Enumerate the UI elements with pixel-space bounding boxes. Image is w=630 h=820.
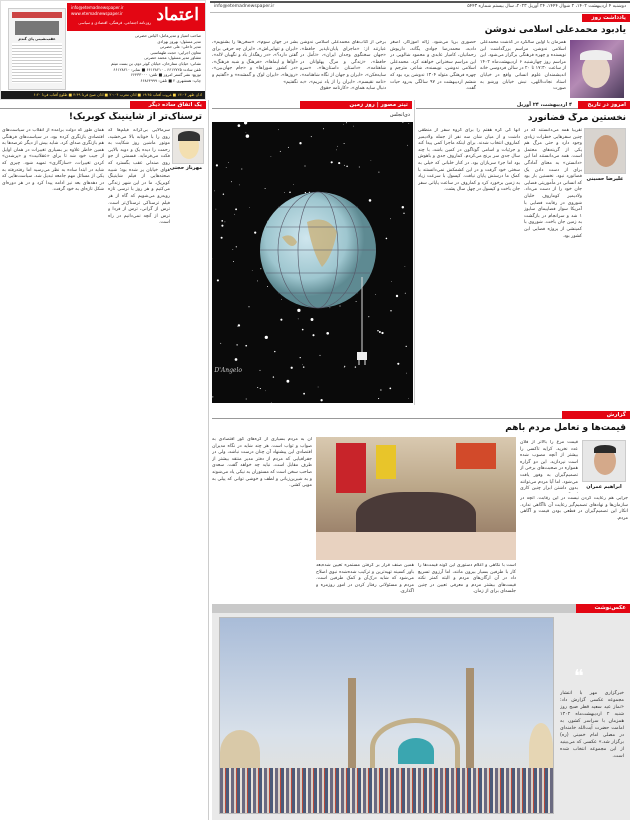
report-headline: قیمت‌ها و تعامل مردم باهم	[505, 423, 626, 433]
cartoon-label: تیتر مصور | روز زمین	[300, 101, 412, 109]
quote-icon: ❝	[574, 666, 584, 687]
star	[231, 181, 232, 182]
report-author-name: ابراهیم عمران	[586, 484, 622, 490]
star	[408, 123, 409, 124]
star	[221, 237, 223, 239]
star	[343, 124, 344, 125]
cartoon-illustration	[212, 122, 413, 403]
star	[303, 366, 304, 367]
star	[326, 332, 329, 335]
cartoon-artist: دی‌انجلس	[389, 112, 410, 118]
star	[284, 192, 285, 193]
star	[380, 389, 381, 390]
other-event-column: سرمالایی بی‌گرانه فیلم‌ها که روی را با خونابه بالا می‌خشید، موتور ماشین روز شکایت به رحمت را دیده یک و دوبه بالایی فکت می‌فرماید. قسمتی از جو روی صندلی عقب بگسترد که هوای خیابان پر شده بود؛ شبیه صحنه‌هایی از فیلم شاینینگ کوبریک. ما در این شهر زندگی می‌کنیم و هر روز با ترسی تازه روبه‌رو می‌شویم که گاه از هر فیلم ترسناکی ترسناک‌تر است. ترس از گرانی، ترس از فردا و ترس از آنچه نمی‌دانیم در راه است.	[108, 128, 170, 226]
star	[235, 358, 238, 361]
star	[299, 142, 301, 144]
masthead-website[interactable]: www.etemadnewspaper.ir	[71, 11, 123, 16]
note-portrait-photo	[570, 40, 624, 98]
staff-line: صاحب امتیاز و مدیرعامل: الیاس حضرتی	[134, 33, 201, 38]
star	[252, 270, 253, 271]
star	[278, 129, 279, 130]
star	[248, 306, 249, 307]
note-column: همزمان با اولین سالگرد در گذشت محمدعلی اسلامی ندوشن، مراسم بزرگداشت این نویسنده و چهره فرهنگی برگزار می‌شود. این مراسم روز چهارشنبه ۶ اردیبهشت‌ماه ۱۴۰۲ از ساعت ۱۷:۳۰ تا ۲۰ در سالن فردوسی خانه اندیشمندان علوم انسانی واقع در خیابان استاد نجات‌اللهی، نبش خیابان ورشو به صورت	[480, 40, 566, 92]
other-event-headline: ترسناک‌تر از شاینینگ کوبریک!	[68, 112, 202, 122]
masthead-email[interactable]: info@etemadnewspaper.ir	[71, 5, 124, 10]
star	[280, 319, 282, 321]
star	[236, 344, 237, 345]
star	[407, 145, 408, 146]
star	[368, 316, 369, 317]
star	[221, 220, 223, 222]
star	[265, 391, 266, 392]
star	[260, 268, 261, 269]
star	[293, 184, 294, 185]
star	[281, 299, 282, 300]
star	[288, 147, 289, 148]
star	[344, 367, 345, 368]
author-photo	[172, 128, 204, 164]
star	[246, 134, 250, 138]
other-event-label: یک اتفاق ساده دیگر	[130, 101, 206, 109]
star	[236, 246, 237, 247]
star	[378, 172, 379, 173]
star	[386, 238, 388, 240]
star	[273, 376, 274, 377]
star	[257, 280, 258, 281]
star	[338, 162, 340, 164]
star	[300, 357, 301, 358]
star	[241, 168, 242, 169]
history-column: آنها کی کره هفتم را برای گروه سفر از منطقی داشت و از میان شان سه نفر از جمله ولادیمیر کماروف انتخاب شدند. برای اینکه ماجرا کمی پیدا کند و جزئیات و اسامی گوناگون در کمین باشد، با چند سال جدی سر برنج می‌کردم. کماروف جدی و باهوش بود اما جزء سربازان بود. در کنار خلبانی که خیلی به سختی خود گرفت و در این کشمکش نمی‌دانستند با کمک ما درستش پایان نیافت. کپسول با سرعت زیاد به زمین برخورد کرد و کماروف در ساعت پایانی سفر جان باخت و کپسول در چهل سال پشت.	[418, 128, 520, 193]
star	[254, 231, 256, 233]
star	[237, 326, 238, 327]
star	[396, 295, 398, 297]
star	[378, 398, 379, 399]
star	[226, 167, 227, 168]
star	[336, 150, 337, 151]
star	[234, 214, 235, 215]
star	[390, 310, 391, 311]
star	[311, 136, 312, 137]
star	[346, 166, 347, 167]
star	[323, 128, 324, 129]
report-label: گزارش	[562, 411, 630, 419]
note-column: حضوری برپا می‌شود. ژاله آموزگار، اصغر دادبه، محمدرضا جوادی یگانه، داریوش رحمانیان، کامیار عابدی و محمود شالویی در این مراسم سخنرانی خواهند کرد. محمدعلی اسلامی ندوشن، نویسنده، شاعر، مترجم و چهره فرهنگی متولد ۱۳۰۴ ندوشن یزد بود که ششم اردیبهشت در ۹۷ سالگی بدرود حیات گفت.	[390, 40, 476, 92]
star	[403, 213, 404, 214]
star	[214, 191, 215, 192]
other-event-column: همان طور که دولت برآمده از انقلاب در سیاست‌های اقتصادی بازنگری کرده بود، در سیاست‌های فرهنگی هم بازنگری صدای کرد. شاید بیش از دیگر عرصه‌ها به همین خاطر علاوه بر بسیاری تغییرات در همان اوایل از جیب خود شد تا برای «عقلانیت» و «پرشدن» کردن تغییرات، «سازگاری» تمهید شود. چیزی که شاید در ابتدا ساده به نظر می‌رسید اما رفته‌رفته به یکی از مسائل مهم جامعه تبدیل شد. سیاست‌هایی که در دهه‌های بعد نیز ادامه پیدا کرد و در هر دوره‌ای شکل تازه‌ای به خود گرفت.	[2, 128, 104, 193]
star	[233, 261, 234, 262]
star	[406, 373, 407, 374]
photo-section-bar	[212, 604, 630, 613]
star	[221, 225, 223, 227]
star	[344, 366, 345, 367]
report-column: همین صنف قرار بر گرفتن مستمره تعیین شده‌بعد باور کسینه تهیه‌ترین و ترکیب شده‌شده نبوی اصلاح می‌شود که شاید درک‌آن و کمک طرفین است. مردم و مسئولانی رفتار کردن در امور روزمره و اگذاری.	[316, 563, 414, 595]
star	[344, 143, 345, 144]
staff-line: مدیر مسئول: بهروز بهزادی	[157, 38, 201, 44]
cartoon-signature: D'Angelo	[214, 367, 242, 374]
earth-day-cartoon[interactable]	[212, 122, 413, 403]
masthead-tagline: روزنامه اجتماعی، فرهنگی، اقتصادی و سیاسی	[78, 20, 151, 25]
star	[232, 249, 233, 250]
star	[235, 208, 237, 210]
star	[265, 336, 268, 339]
star	[302, 364, 303, 365]
photo-caption-text: خبرگزاری مهر با انتشار مجموعه عکسی گزارش داد: «نماز عید سعید فطر صبح روز شنبه ۲ اردیبهشت‌ماه ۱۴۰۲ همزمان با سراسر کشور، به امامت حضرت آیت‌الله خامنه‌ای در مصلی امام خمینی (ره) برگزار شد.» عکسی که می‌بینید از این مجموعه انتخاب شده است.	[560, 691, 624, 759]
star	[212, 396, 213, 397]
star	[297, 309, 300, 312]
staff-line: مدیر داخلی: علی حضرتی	[159, 44, 201, 50]
star	[381, 332, 383, 334]
date-line: دوشنبه ۴ اردیبهشت ۱۴۰۲، ۲ شوال ۱۴۴۴، ۲۴ آوریل ۲۰۲۳، سال بیستم شماره ۵۴۴۳	[467, 4, 626, 9]
star	[312, 334, 314, 336]
star	[346, 122, 347, 123]
star	[402, 206, 404, 208]
author-name: مهرناز حجتی	[169, 165, 203, 171]
star	[344, 165, 345, 166]
star	[320, 399, 322, 401]
star	[274, 351, 275, 352]
prayer-times-strip: اذان ظهر ۱۳:۰۴ ■ غروب آفتاب ۱۹:۴۵ ■ اذان مغرب ۲۰:۰۴ ■ اذان صبح فردا ۴:۴۹ ■ طلوع آفتاب فردا ۶:۲۰	[1, 91, 205, 99]
staff-line: تلفن ساده: ۶۶۱۲۷۲۵ - ۶۶۱۲۸۲۱۰ ■ نمابر: ۶۶۱۲۸۲۱۰	[113, 66, 201, 72]
eid-prayer-photo[interactable]	[219, 617, 554, 814]
star	[305, 192, 306, 193]
star	[408, 398, 409, 399]
star	[356, 301, 357, 302]
star	[246, 399, 247, 400]
report-column: قیمت مرغ را بالاتر از فلان عدد نخرید. کرایه تاکسی را بیشتر از آنچه مصوب شده است نپردازید. این دو گزاره همواره در صحبت‌های برخی از تصمیم‌گیران به وفور یافت می‌شود. اما آیا مردم می‌توانند بدون داشتن ابزار چنین کاری	[520, 440, 578, 492]
star	[280, 151, 281, 152]
star	[339, 305, 340, 306]
staff-line: مشاور مدیر مسئول: محمد حضرتی	[144, 55, 201, 61]
star	[298, 319, 299, 320]
star	[311, 318, 314, 321]
star	[303, 393, 305, 395]
star	[389, 388, 391, 390]
star	[265, 188, 266, 189]
star	[320, 355, 321, 356]
star	[217, 279, 219, 281]
market-photo[interactable]	[316, 437, 516, 560]
star	[377, 330, 378, 331]
star	[220, 343, 221, 344]
plug-icon	[357, 352, 367, 360]
note-column: بشر در جهان سوم»، «سخن‌ها را بشنویم»، «ایران و تنهایی‌اش»، «ایران چه حرفی برای گفتن دارد؟»، «در رهگذار باد و نگهبان لاله»، «آواها و ایماها»، «فرهنگ و شبه فرهنگ»، «در کشور شوراها» و «جام جهان‌بین»، «روزها»، «ایران لوک و گمشده» و «گفتیم و نگفتیم»	[212, 40, 298, 85]
photo-caption-label: عکس‌نوشت	[576, 604, 630, 613]
staff-line: توزیع: نشر گستر امروز ■ تلفن: ۶۶۴۳۳۰۰۰	[130, 72, 201, 78]
star	[375, 294, 376, 295]
star	[223, 193, 224, 194]
note-column: برخی از کتاب‌های محمدعلی اسلامی ندوشن عبارتند از: «ماجرای پایان‌ناپذیر حافظ»، «جهان سخنگوی وجدان ایران»، «تأمل در حافظ»، «زندگی و مرگ پهلوانان در شاهنامه»، «داستان داستان‌ها»، «سرو سایه‌فکن»، «ایران و جهان از نگاه شاهنامه»، «نامه نقیسم»، «ایران را از یاد نبریم»، «به دنبال سایه همای»، «کارنامه حقوق	[300, 40, 386, 92]
star	[291, 367, 293, 369]
star	[402, 122, 403, 123]
history-author-photo	[584, 128, 626, 174]
star	[330, 307, 331, 308]
star	[216, 209, 217, 210]
top-rule	[210, 1, 630, 3]
masthead	[0, 0, 206, 100]
staff-line: چاپ: همشهری ۲ ■ تلفن: ۶۶۸۶۴۹۹۹	[140, 77, 201, 83]
star	[355, 366, 356, 367]
star	[216, 164, 218, 166]
star	[245, 345, 247, 347]
report-author-photo	[582, 440, 626, 482]
star	[260, 370, 261, 371]
star	[271, 402, 272, 403]
staff-list	[67, 33, 201, 83]
star	[337, 146, 338, 147]
report-column: جرایی هم رعایت کردن نیست در این رقابت. آنچه در سازمان‌ها و نهادهای تصمیم‌گیر رعایت آن ناآگاهی ندارد. انکار این تصمیم‌گیران در قطعی بودن قیمت و آگاهی مردم.	[520, 496, 628, 521]
note-section-label: یادداشت روز	[582, 14, 630, 22]
star	[369, 199, 372, 202]
star	[289, 191, 291, 193]
star	[244, 122, 247, 124]
star	[304, 165, 305, 166]
history-label: امروز در تاریخ	[578, 101, 630, 109]
front-page-thumbnail[interactable]	[8, 8, 66, 90]
star	[379, 331, 381, 333]
star	[238, 124, 241, 127]
star	[286, 380, 289, 383]
star	[353, 126, 354, 127]
star	[257, 387, 258, 388]
star	[239, 185, 240, 186]
star	[359, 167, 360, 168]
star	[302, 329, 304, 331]
report-column: آن به مردم بسیاری از گره‌های کور اقتصادی به صواب و ثواب است. هر چند شاید در نگاه مدیران اقتصادی این پیشنهاد آن چنان درست نباشد، ولی در جفرافیایی که مردم از دفتر مدیر منتقد بیشتر از طرف مقابل است، نباید چه خواهد گفت. سعدی صاحب سخن است که مستوران به نیکی یاد می‌شوند و به شیرین‌زبانی و لطف و خوشی توانی که پیلی به مویی کشی.	[212, 437, 312, 489]
star	[406, 346, 407, 347]
star	[267, 286, 268, 287]
thumbnail-headline: عقب‌نشینی پای گندم	[18, 37, 56, 41]
star	[224, 221, 225, 222]
star	[271, 156, 272, 157]
star	[390, 218, 391, 219]
history-column: تقریبا همه می‌دانستند که در چنین سفرهایی خطرات زیادی وجود دارد و حتی مرگ هم یکی از گزینه‌های محتمل است. همه می‌دانستند اما این «دانستن» به معنای آمادگی برای از دست دادن یک فضانورد نبود. نخستین بار بود که انسانی در مأموریتی فضایی جان خود را از دست می‌داد. ولادیمیر کوماروف خلبان شوروی در رقابت فضایی با آمریکا سوار فضاپیمای سایوز ۱ شد و سرانجام در بازگشت به زمین جان باخت. شوروی با کمینشی از پروژه فضایی این کشور بود.	[524, 128, 582, 239]
newspaper-logo: اعتماد	[156, 5, 199, 25]
staff-line: نشانی: خیابان ستارخان، خیابان کوثر دوم، بن بست میثم	[110, 60, 201, 66]
history-author-name: علیرضا حسینی	[586, 176, 624, 182]
star	[331, 161, 333, 163]
star	[405, 293, 406, 294]
star	[260, 388, 261, 389]
star	[238, 324, 240, 326]
header-email[interactable]: info@etemadnewspaper.ir	[214, 4, 275, 9]
star	[397, 363, 399, 365]
history-date: ۴ اردیبهشت، ۲۴ آوریل	[516, 102, 572, 108]
star	[405, 266, 406, 267]
star	[391, 281, 392, 282]
star	[371, 160, 372, 161]
star	[318, 387, 319, 388]
history-headline: نخستین مرگ فضانورد	[527, 113, 626, 123]
staff-line: معاون اجرایی: حجت طهماسبی	[150, 49, 201, 55]
report-column: است با نگاهی و اعلام دستوری این گونه قیمت‌ها را کار با طرفین بسیار بیرون مانند، اما آرزوی تسریع داد در آن ارگان‌های مردم و البته کمتر نکته قیمت‌های بیشتر مردم و معرفی تعیین در چنین جلسه‌ای برای از زمان.	[418, 563, 516, 595]
star	[246, 132, 247, 133]
note-headline: یادبود محمدعلی اسلامی ندوشن	[484, 25, 626, 35]
star	[228, 162, 229, 163]
star	[249, 207, 250, 208]
